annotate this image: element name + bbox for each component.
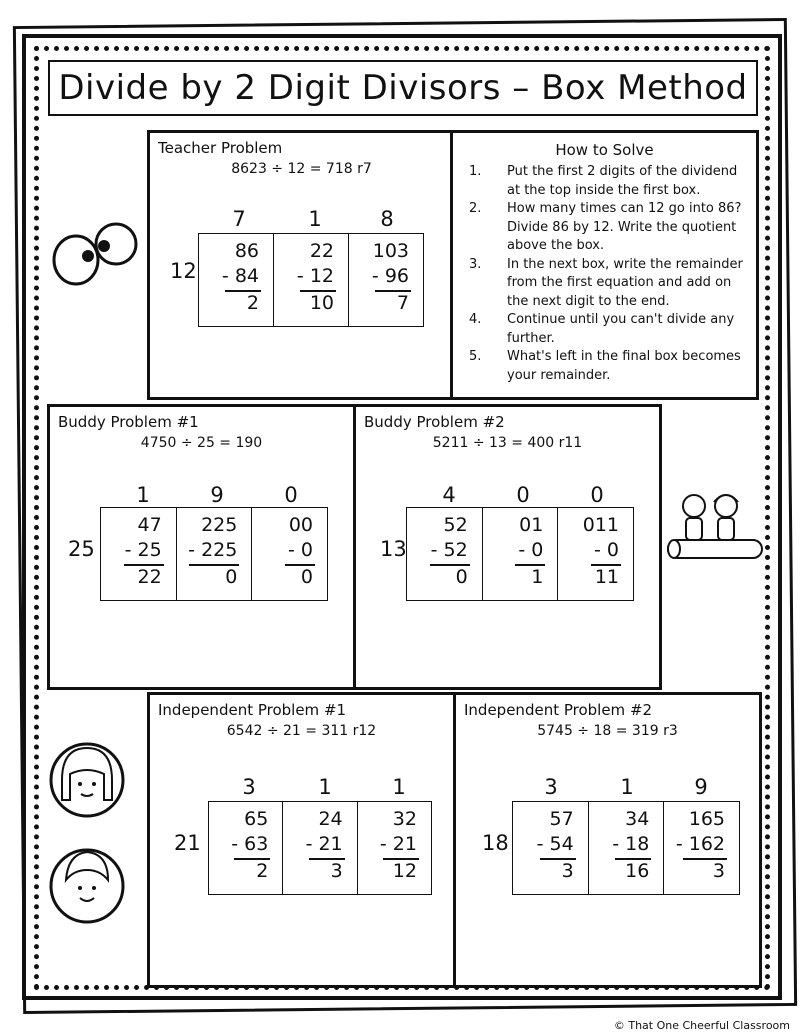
step-item (461, 311, 748, 348)
box-remainder-value: 3 (712, 860, 726, 882)
box-remainder-value: 7 (396, 292, 409, 314)
box-top-value: 32 (392, 808, 417, 830)
box-top-value: 103 (372, 240, 409, 262)
step-number: 2. (469, 201, 482, 216)
box-subtract-value: - 96 (371, 265, 409, 287)
box-top-value: 225 (201, 514, 238, 536)
step-number: 1. (469, 164, 482, 179)
independent-problem-1-label: Independent Problem #1 (158, 701, 347, 719)
box-method-grid (406, 507, 634, 601)
box-cell (589, 802, 665, 894)
box-cell (177, 508, 253, 600)
box-top-value: 86 (234, 240, 259, 262)
box-remainder-value: 22 (137, 566, 162, 588)
box-cell (407, 508, 483, 600)
buddy-problem-2-equation: 5211 ÷ 13 = 400 r11 (432, 435, 583, 451)
independent-problem-2-label: Independent Problem #2 (464, 701, 653, 719)
quotient-digit: 0 (590, 483, 604, 507)
step-item (461, 256, 748, 312)
box-top-value: 47 (137, 514, 162, 536)
box-remainder-value: 3 (561, 860, 574, 882)
independent-problem-2-panel (453, 692, 762, 988)
box-remainder-value: 11 (594, 566, 620, 588)
box-subtract-value: - 21 (305, 833, 343, 855)
quotient-digit: 3 (544, 775, 558, 799)
box-subtract-value: - 25 (124, 539, 162, 561)
box-cell (199, 234, 274, 326)
box-top-value: 22 (309, 240, 334, 262)
quotient-digit: 7 (232, 207, 246, 231)
how-to-solve-title: How to Solve (555, 141, 654, 159)
googly-eyes-icon (52, 222, 142, 286)
box-subtract-value: - 63 (231, 833, 269, 855)
box-subtract-value: - 12 (296, 265, 334, 287)
box-subtract-value: - 162 (675, 833, 726, 855)
quotient-digit: 1 (308, 207, 322, 231)
box-top-value: 01 (519, 514, 544, 536)
independent-problem-1-equation: 6542 ÷ 21 = 311 r12 (226, 723, 377, 739)
quotient-digit: 3 (242, 775, 256, 799)
box-top-value: 65 (244, 808, 269, 830)
quotient-digit: 1 (392, 775, 406, 799)
box-cell (513, 802, 589, 894)
divisor: 13 (380, 537, 407, 561)
quotient-digit: 0 (284, 483, 298, 507)
box-cell (101, 508, 177, 600)
box-cell (283, 802, 357, 894)
box-remainder-value: 2 (246, 292, 259, 314)
box-method-grid (100, 507, 328, 601)
step-text: Continue until you can't divide any further. (507, 312, 735, 346)
box-cell (252, 508, 327, 600)
box-cell (664, 802, 739, 894)
quotient-digit: 8 (380, 207, 394, 231)
buddy-problem-2-panel (353, 404, 662, 690)
quotient-digit: 1 (136, 483, 150, 507)
step-text: How many times can 12 go into 86? Divide 86 by 12. Write the quotient above the box. (507, 201, 742, 253)
box-top-value: 34 (625, 808, 650, 830)
step-text: Put the first 2 digits of the dividend at the top inside the first box. (507, 164, 738, 198)
box-subtract-value: - 18 (612, 833, 650, 855)
box-remainder-value: 3 (330, 860, 343, 882)
box-top-value: 00 (288, 514, 314, 536)
box-remainder-value: 1 (531, 566, 544, 588)
quotient-digit: 9 (694, 775, 708, 799)
divisor: 12 (170, 259, 197, 283)
quotient-digit: 1 (620, 775, 634, 799)
box-subtract-value: - 52 (430, 539, 468, 561)
box-method-grid (512, 801, 740, 895)
step-item (461, 200, 748, 256)
page-title-box (48, 60, 758, 116)
boy-avatar-icon (48, 836, 126, 936)
box-subtract-value: - 225 (188, 539, 238, 561)
teacher-problem-panel (147, 130, 456, 400)
box-subtract-value: - 0 (288, 539, 314, 561)
box-remainder-value: 10 (309, 292, 334, 314)
step-text: In the next box, write the remainder from the first equation and add on the next digit to the end. (507, 256, 743, 309)
box-subtract-value: - 0 (594, 539, 620, 561)
independent-problem-1-panel (147, 692, 456, 988)
step-number: 3. (469, 256, 482, 272)
page-title: Divide by 2 Digit Divisors – Box Method (58, 68, 748, 108)
box-subtract-value: - 21 (379, 833, 417, 855)
kids-on-log-icon (664, 488, 768, 570)
box-method-grid (198, 233, 424, 327)
how-to-solve-panel (450, 130, 759, 400)
divisor: 21 (174, 831, 201, 855)
box-remainder-value: 12 (392, 860, 417, 882)
step-number: 4. (469, 312, 482, 327)
divisor: 18 (482, 831, 509, 855)
step-text: What's left in the final box becomes your remainder. (507, 349, 741, 383)
box-cell (274, 234, 349, 326)
box-cell (209, 802, 283, 894)
box-top-value: 52 (443, 514, 468, 536)
quotient-digit: 1 (318, 775, 332, 799)
box-cell (558, 508, 633, 600)
box-remainder-value: 0 (455, 566, 468, 588)
buddy-problem-1-panel (47, 404, 356, 690)
teacher-problem-equation: 8623 ÷ 12 = 718 r7 (231, 161, 372, 177)
box-remainder-value: 0 (300, 566, 314, 588)
box-remainder-value: 2 (256, 860, 269, 882)
step-item (461, 348, 748, 385)
box-subtract-value: - 0 (518, 539, 544, 561)
quotient-digit: 9 (210, 483, 224, 507)
buddy-problem-2-label: Buddy Problem #2 (364, 413, 505, 431)
step-number: 5. (469, 349, 482, 364)
steps-list (461, 163, 748, 385)
buddy-problem-1-equation: 4750 ÷ 25 = 190 (140, 435, 263, 451)
box-remainder-value: 0 (225, 566, 238, 588)
quotient-digit: 0 (516, 483, 530, 507)
box-cell (483, 508, 559, 600)
box-top-value: 011 (582, 514, 620, 536)
box-top-value: 57 (549, 808, 574, 830)
box-cell (349, 234, 423, 326)
step-item (461, 163, 748, 200)
box-subtract-value: - 54 (536, 833, 574, 855)
box-cell (358, 802, 431, 894)
box-top-value: 24 (318, 808, 343, 830)
box-top-value: 165 (688, 808, 726, 830)
box-method-grid (208, 801, 432, 895)
box-subtract-value: - 84 (221, 265, 259, 287)
girl-avatar-icon (48, 730, 126, 830)
buddy-problem-1-label: Buddy Problem #1 (58, 413, 199, 431)
divisor: 25 (68, 537, 95, 561)
box-remainder-value: 16 (625, 860, 650, 882)
copyright-text: © That One Cheerful Classroom (613, 1019, 790, 1032)
quotient-digit: 4 (442, 483, 456, 507)
teacher-problem-label: Teacher Problem (158, 139, 283, 157)
independent-problem-2-equation: 5745 ÷ 18 = 319 r3 (537, 723, 678, 739)
